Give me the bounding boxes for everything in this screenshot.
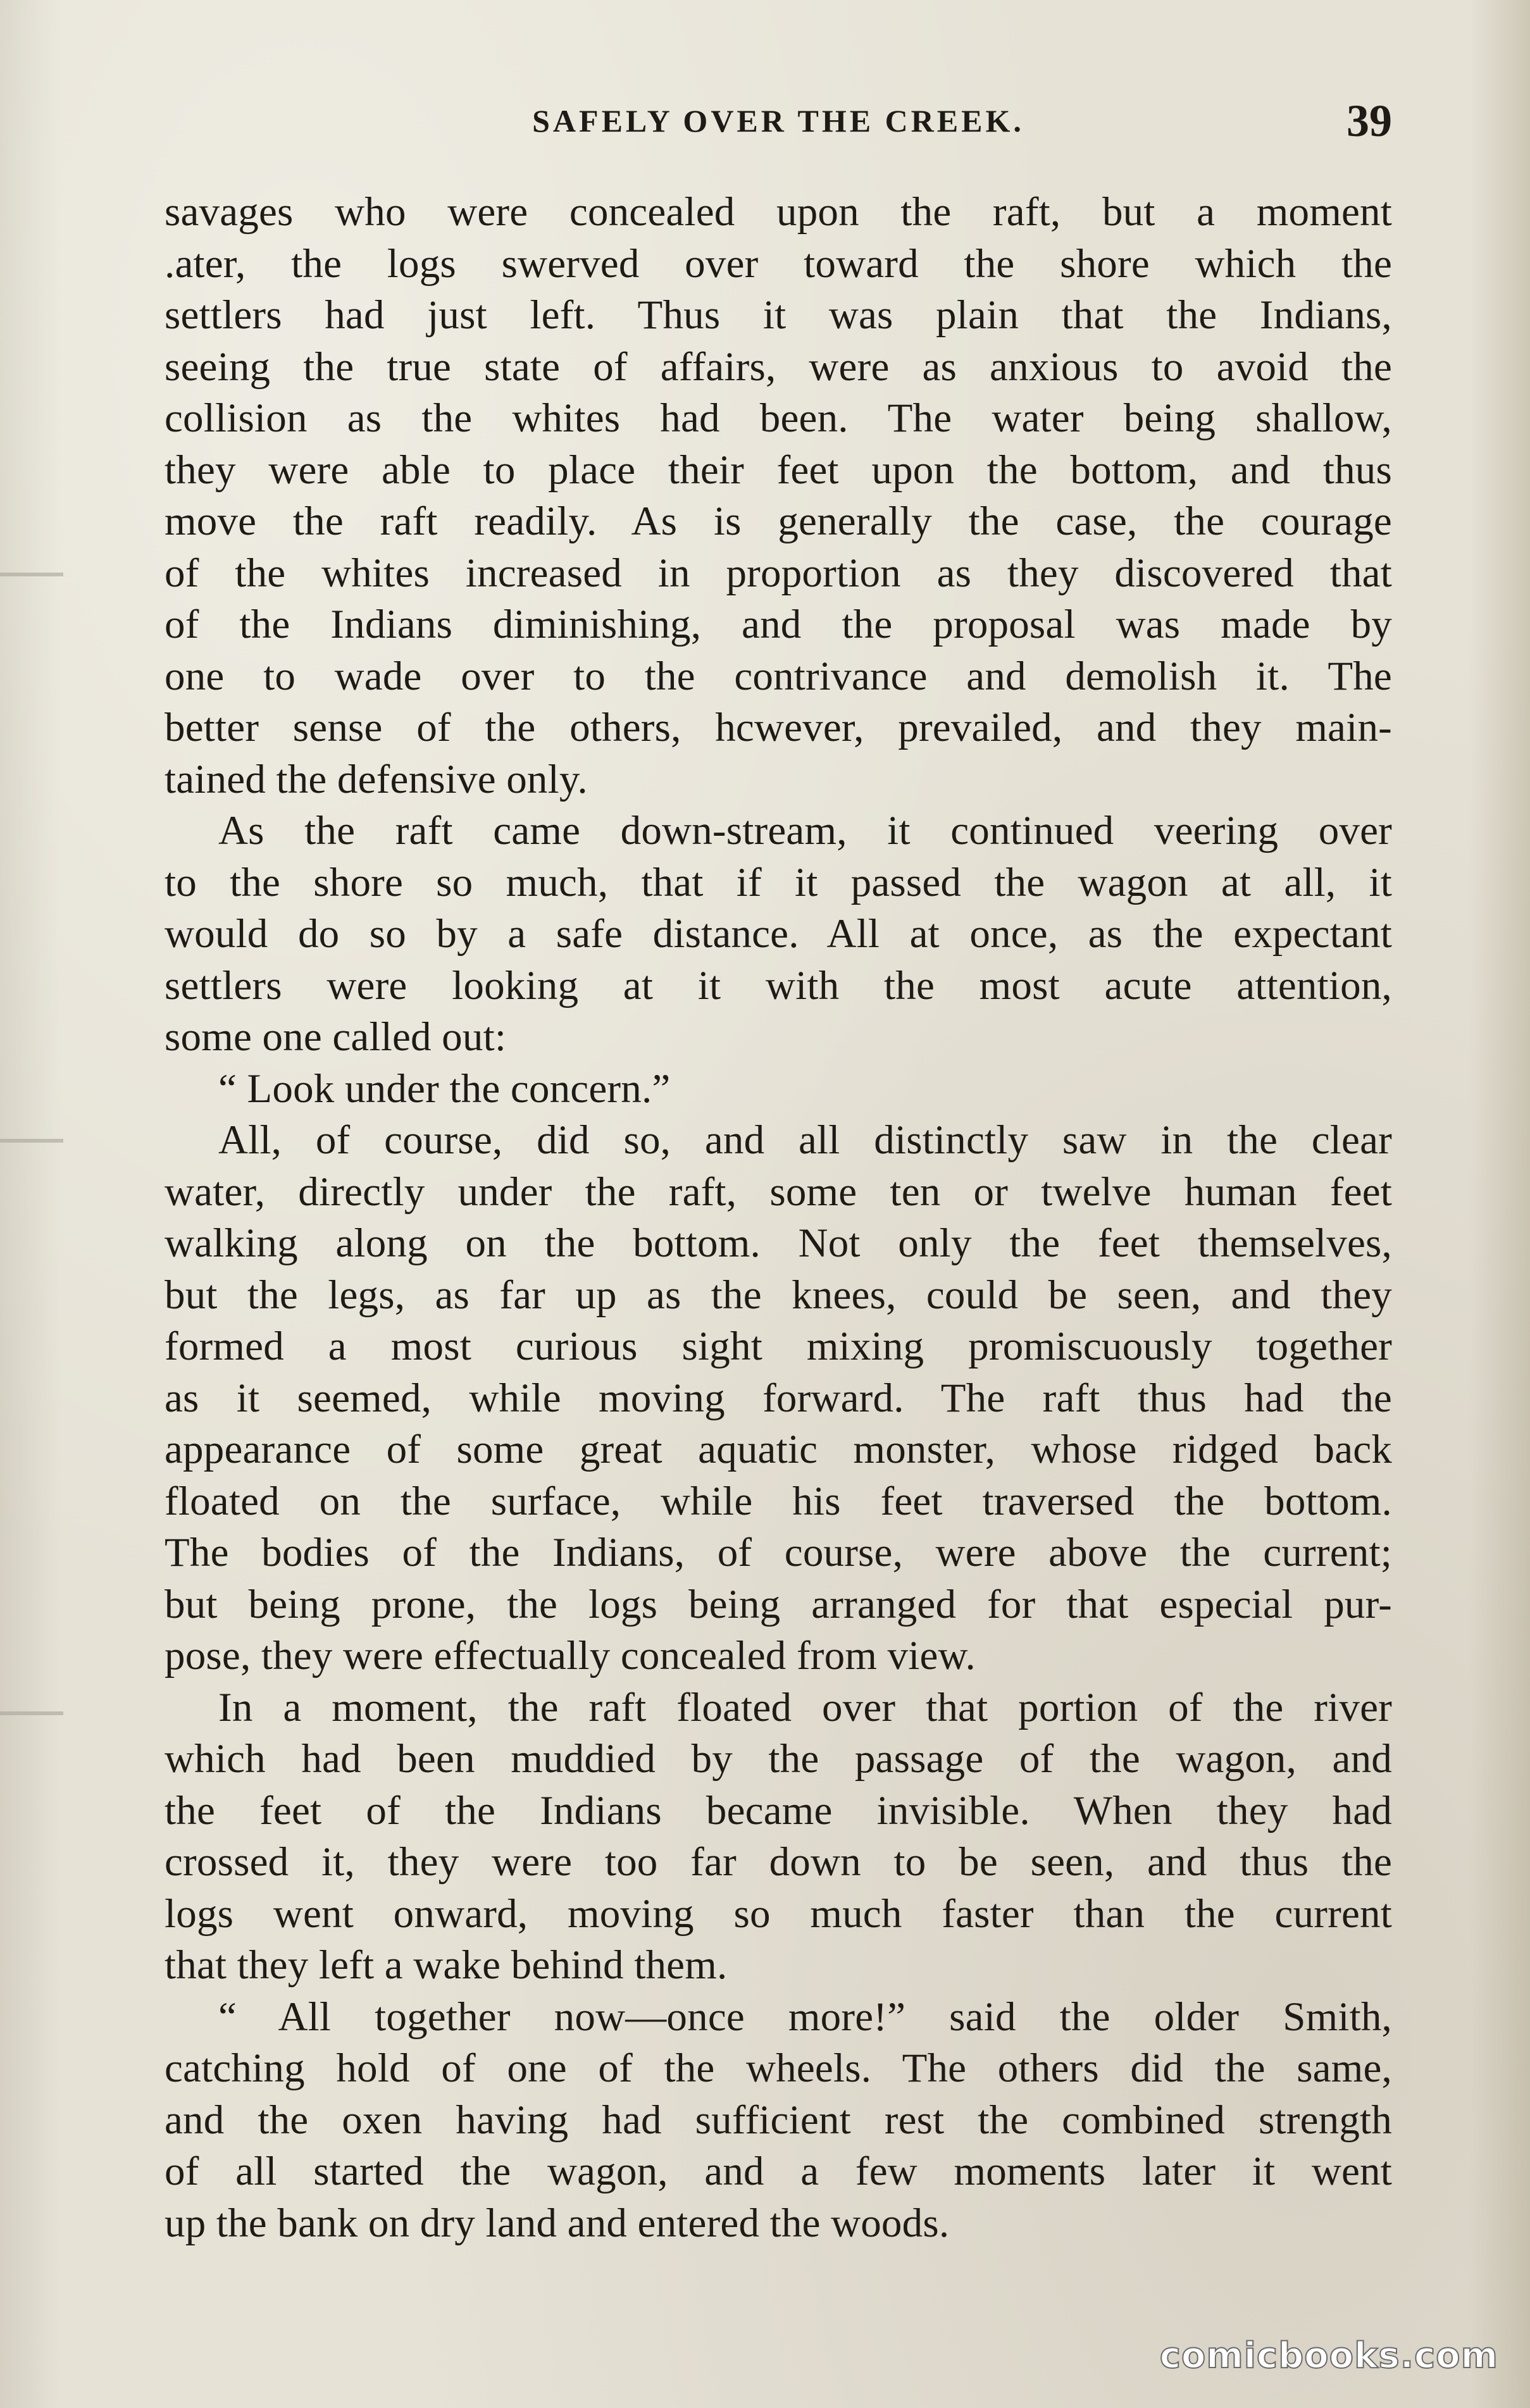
text-line: The bodies of the Indians, of course, were above the current; xyxy=(165,1530,1392,1575)
page-edge-mark xyxy=(0,1711,63,1715)
page-edge-mark xyxy=(0,573,63,576)
text-line: to the shore so much, that if it passed the wagon at all, it xyxy=(165,859,1392,905)
text-line: one to wade over to the contrivance and demolish it. The xyxy=(165,653,1392,699)
text-line: as it seemed, while moving forward. The raft thus had the xyxy=(165,1375,1392,1421)
text-line: settlers had just left. Thus it was plain that the Indians, xyxy=(165,292,1392,338)
page-edge-mark xyxy=(0,1139,63,1143)
text-line: but being prone, the logs being arranged for that especial pur- xyxy=(165,1581,1392,1627)
text-line: move the raft readily. As is generally the case, the courage xyxy=(165,499,1392,544)
watermark: comicbooks.com xyxy=(1159,2335,1498,2376)
text-line: water, directly under the raft, some ten or twelve human feet xyxy=(165,1169,1392,1215)
text-line: As the raft came down-stream, it continued veering over xyxy=(218,808,1392,853)
text-line: catching hold of one of the wheels. The others did the same, xyxy=(165,2045,1392,2091)
text-line: appearance of some great aquatic monster, whose ridged back xyxy=(165,1427,1392,1472)
text-line: which had been muddied by the passage of the wagon, and xyxy=(165,1736,1392,1782)
text-line: savages who were concealed upon the raft, but a moment xyxy=(165,189,1392,235)
text-line: better sense of the others, hcwever, prevailed, and they main- xyxy=(165,705,1392,750)
text-line: In a moment, the raft floated over that portion of the river xyxy=(218,1684,1392,1730)
text-line: the feet of the Indians became invisible. When they had xyxy=(165,1787,1392,1834)
text-line: tained the defensive only. xyxy=(165,756,588,802)
text-line: “ All together now—once more!” said the older Smith, xyxy=(218,1994,1392,2040)
text-line: of all started the wagon, and a few moments later it went xyxy=(165,2149,1392,2194)
running-head xyxy=(165,95,1392,146)
text-line: logs went onward, moving so much faster than the current xyxy=(165,1890,1392,1937)
page-number: 39 xyxy=(1347,96,1392,146)
text-line: pose, they were effectually concealed from view. xyxy=(165,1633,976,1679)
text-line: of the whites increased in proportion as they discovered that xyxy=(165,550,1392,596)
text-line: collision as the whites had been. The water being shallow, xyxy=(165,395,1392,441)
text-line: .ater, the logs swerved over toward the shore which the xyxy=(165,240,1392,287)
running-title: SAFELY OVER THE CREEK. xyxy=(532,103,1024,139)
text-line: but the legs, as far up as the knees, could be seen, and they xyxy=(165,1272,1392,1318)
text-line: that they left a wake behind them. xyxy=(165,1942,728,1988)
text-line: crossed it, they were too far down to be seen, and thus the xyxy=(165,1839,1392,1885)
text-line: of the Indians diminishing, and the proposal was made by xyxy=(165,602,1392,647)
text-line: would do so by a safe distance. All at once, as the expectant xyxy=(165,911,1392,957)
text-line: “ Look under the concern.” xyxy=(218,1065,671,1112)
body-text xyxy=(165,187,1392,2249)
text-line: formed a most curious sight mixing promiscuously together xyxy=(165,1324,1392,1369)
text-line: All, of course, did so, and all distinctly saw in the clear xyxy=(218,1117,1392,1163)
text-line: seeing the true state of affairs, were as anxious to avoid the xyxy=(165,344,1392,390)
text-line: they were able to place their feet upon the bottom, and thus xyxy=(165,447,1392,493)
text-line: floated on the surface, while his feet traversed the bottom. xyxy=(165,1478,1392,1524)
text-line: walking along on the bottom. Not only the feet themselves, xyxy=(165,1220,1392,1266)
text-line: some one called out: xyxy=(165,1014,507,1060)
text-line: and the oxen having had sufficient rest the combined strength xyxy=(165,2097,1392,2143)
text-line: settlers were looking at it with the most acute attention, xyxy=(165,962,1392,1009)
text-line: up the bank on dry land and entered the woods. xyxy=(165,2200,950,2246)
